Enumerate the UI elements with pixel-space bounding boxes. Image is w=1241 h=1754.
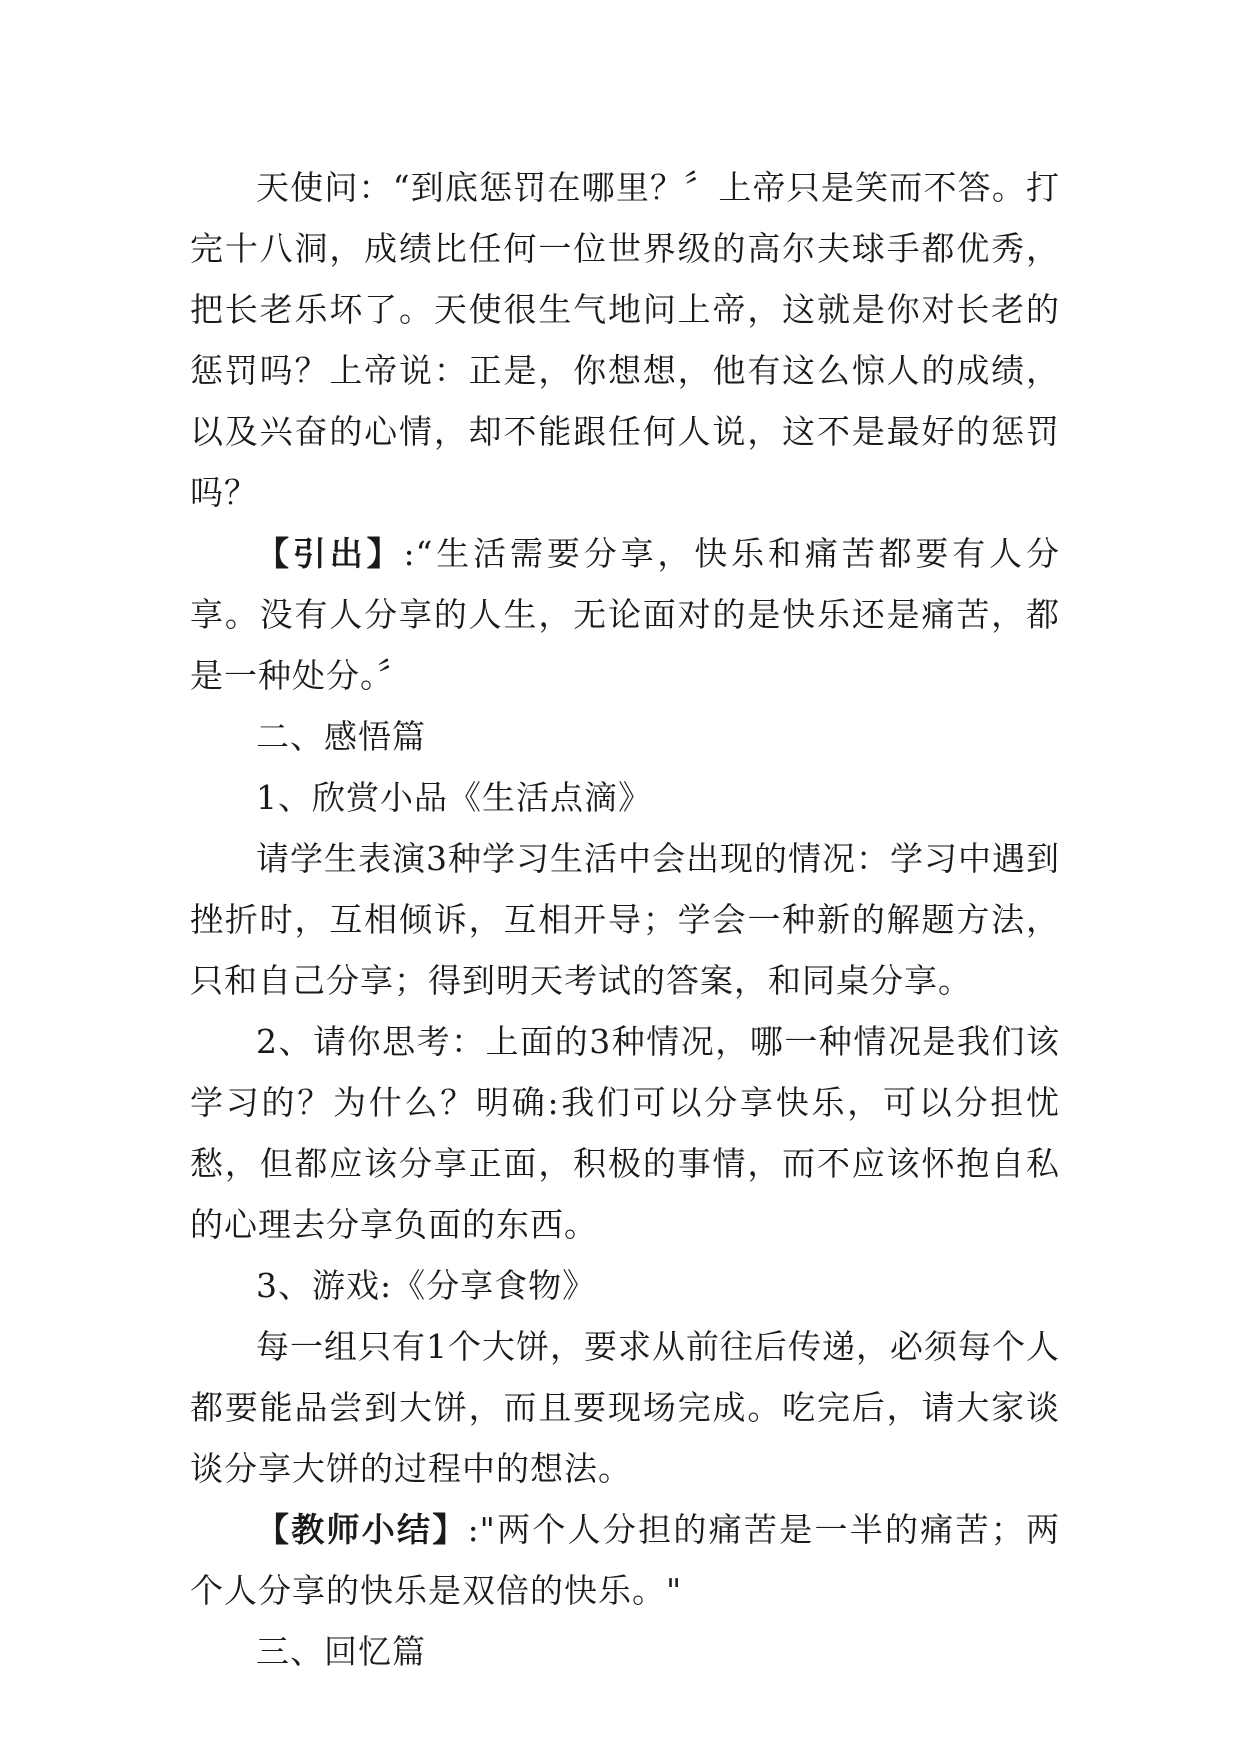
paragraph-think-question	[190, 1011, 1060, 1255]
paragraph-text: 天使问：“到底惩罚在哪里？〞上帝只是笑而不答。打完十八洞，成绩比任何一位世界级的高尔夫球手都优秀，把长老乐坏了。天使很生气地问上帝，这就是你对长老的惩罚吗？上帝说：正是，你想想，他有这么惊人的成绩，以及兴奋的心情，却不能跟任何人说，这不是最好的惩罚吗？	[190, 168, 1060, 512]
paragraph-text: :"两个人分担的痛苦是一半的痛苦；两个人分享的快乐是双倍的快乐。"	[190, 1510, 1061, 1610]
paragraph-text: 2、请你思考：上面的3种情况，哪一种情况是我们该学习的？为什么？明确:我们可以分享快乐，可以分担忧愁，但都应该分享正面，积极的事情，而不应该怀抱自私的心理去分享负面的东西。	[190, 1022, 1060, 1244]
item-heading-game	[190, 1255, 1060, 1316]
lead-out-label: 【引出】	[256, 534, 404, 573]
paragraph-story-ending	[190, 157, 1060, 523]
teacher-summary-label: 【教师小结】	[256, 1510, 468, 1549]
paragraph-lead-out	[190, 523, 1060, 706]
paragraph-game-description	[190, 1316, 1060, 1499]
paragraph-text: 每一组只有1个大饼，要求从前往后传递，必须每个人都要能品尝到大饼，而且要现场完成。吃完后，请大家谈谈分享大饼的过程中的想法。	[190, 1327, 1060, 1488]
section-heading-memory	[190, 1621, 1060, 1682]
heading-text: 1、欣赏小品《生活点滴》	[256, 778, 652, 817]
section-heading-perception	[190, 706, 1060, 767]
paragraph-text: 请学生表演3种学习生活中会出现的情况：学习中遇到挫折时，互相倾诉，互相开导；学会一种新的解题方法，只和自己分享；得到明天考试的答案，和同桌分享。	[190, 839, 1060, 1000]
paragraph-sketch-description	[190, 828, 1060, 1011]
heading-text: 三、回忆篇	[256, 1632, 426, 1671]
document-body	[190, 157, 1060, 1682]
heading-text: 3、游戏:《分享食物》	[256, 1266, 597, 1305]
paragraph-teacher-summary	[190, 1499, 1060, 1621]
heading-text: 二、感悟篇	[256, 717, 426, 756]
item-heading-sketch	[190, 767, 1060, 828]
paragraph-text: :“生活需要分享，快乐和痛苦都要有人分享。没有人分享的人生，无论面对的是快乐还是痛苦，都是一种处分。〞	[190, 534, 1060, 695]
